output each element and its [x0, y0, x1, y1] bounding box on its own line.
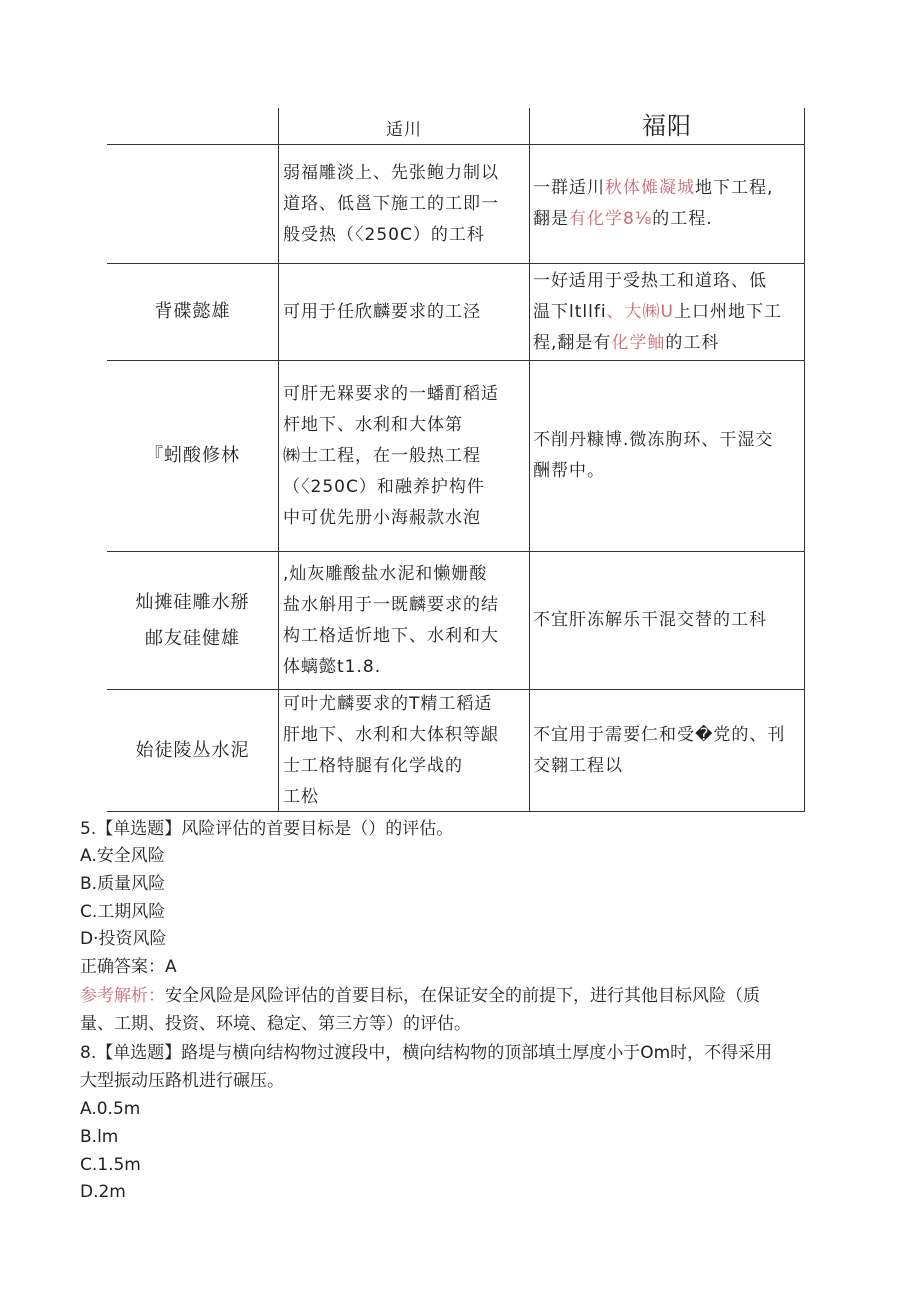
cell-text-line: 可肝无槑要求的一蟠酊稻适 [283, 383, 499, 404]
cell-text-line [533, 605, 804, 636]
cell-text: 一群适川 [533, 178, 605, 198]
cell-text: 不宜肝冻解乐干混交替的工科 [533, 610, 767, 630]
option-c: C.工期风险 [80, 902, 166, 922]
highlighted-text: 秋体傩凝城 [605, 178, 695, 198]
correct-answer: 正确答案：A [80, 957, 177, 977]
cell-text: 不宜用于需要仁和受�党的、刊 [533, 724, 786, 745]
option-d: D.2m [80, 1182, 126, 1202]
cell-text-line: 道珞、低邕下施工的工即一 [283, 193, 499, 214]
cell-text-line: 工松 [283, 786, 319, 807]
option-c: C.1.5m [80, 1155, 141, 1175]
option-a: A.安全风险 [80, 846, 165, 866]
cell-text-line [533, 456, 804, 487]
analysis-text-cont: 量、工期、投资、环境、稳定、第三方等）的评估。 [80, 1014, 471, 1034]
cement-comparison-table [107, 108, 805, 812]
cell-text: 的工科 [665, 332, 720, 353]
question-5-stem: 5.【单选题】风险评估的首要目标是（）的评估。 [80, 819, 454, 839]
table-rule [804, 108, 805, 812]
cell-restriction [533, 145, 804, 263]
cell-text-line: 灿摊硅雕水掰 [135, 591, 250, 613]
cell-restriction [533, 690, 804, 811]
cell-text-line [533, 328, 804, 359]
cell-text: 一好适用于受热工和道珞、低 [533, 270, 767, 291]
cell-text: 温下ltllfi [533, 301, 607, 322]
cell-text-line: ㈱士工程，在一般热工程 [283, 445, 481, 466]
cell-text: 上口州地下工 [674, 301, 782, 322]
cell-usage [283, 552, 529, 689]
highlighted-text: 、大㈱U [606, 301, 674, 322]
analysis-line [80, 983, 760, 1010]
cell-text-line: ,灿灰雕酸盐水泥和懒姗酸 [283, 563, 488, 584]
cell-text-line: 弱福雕淡上、先张鲍力制以 [283, 162, 499, 183]
cell-usage [283, 145, 529, 263]
analysis-text: 安全风险是风险评估的首要目标，在保证安全的前提下，进行其他目标风险（质 [165, 986, 760, 1006]
option-b: B.lm [80, 1127, 119, 1147]
cell-cement-name [107, 690, 278, 811]
option-d: D·投资风险 [80, 929, 167, 949]
cell-text: 不削丹糠博.微冻朐环、干湿交 [533, 430, 774, 450]
cell-text-line: 可用于任欣麟要求的工泾 [283, 301, 481, 322]
cell-usage [283, 690, 529, 811]
cell-text-line: 士工格特腿有化学战的 [283, 755, 463, 776]
cell-text-line [533, 297, 804, 328]
cell-text-line [533, 720, 804, 751]
cell-text-line: 体螭懿t1.8. [283, 656, 382, 677]
analysis-label: 参考解析： [80, 986, 165, 1006]
cell-text-line: 中可优先册小海赧款水泡 [283, 507, 481, 528]
cell-text-line: 背碟懿雄 [154, 301, 231, 322]
cell-text: 交翱工程以 [533, 755, 623, 776]
cell-restriction [533, 264, 804, 360]
cell-text-line: 构工格适忻地下、水利和大 [283, 625, 499, 646]
header-cell-usage: 适川 [386, 119, 422, 140]
option-a: A.0.5m [80, 1099, 141, 1119]
cell-text-line: 邮友硅健雄 [145, 627, 240, 649]
highlighted-text: 化学鲉 [611, 332, 666, 353]
option-b: B.质量风险 [80, 874, 166, 894]
cell-restriction [533, 361, 804, 551]
question-8-stem: 8.【单选题】路堤与横向结构物过渡段中，横向结构物的顶部填土厚度小于Om时，不得采用 [80, 1043, 773, 1063]
cell-cement-name [107, 264, 278, 360]
cell-text-line [533, 204, 804, 235]
question-8-stem-cont: 大型振动压路机进行碾压。 [80, 1071, 284, 1091]
cell-text-line: 杆地下、水利和大体第 [283, 414, 463, 435]
cell-text-line [533, 425, 804, 456]
cell-usage [283, 361, 529, 551]
cell-text: 程,翻是有 [533, 332, 612, 353]
table-rule [529, 108, 530, 812]
cell-usage [283, 264, 529, 360]
header-cell-restriction: 福阳 [642, 111, 692, 140]
cell-text-line [533, 173, 804, 204]
cell-text-line: （〈250C）和融养护构件 [283, 476, 485, 497]
cell-text-line [533, 751, 804, 782]
cell-text-line: 始徒陵丛水泥 [135, 739, 250, 761]
cell-text-line: 般受热（〈250C）的工科 [283, 224, 485, 245]
cell-text: 的工程. [652, 209, 713, 229]
cell-text-line: 可叶尤麟要求的T精工稻适 [283, 693, 493, 714]
cell-text-line: 肝地下、水利和大体积等龈 [283, 724, 499, 745]
cell-text: 酬帮中。 [533, 461, 605, 481]
table-rule [278, 108, 279, 812]
cell-text-line: 盐水斛用于一既麟要求的结 [283, 594, 499, 615]
cell-restriction [533, 552, 804, 689]
cell-text: 翻是 [533, 209, 569, 229]
highlighted-text: 有化学8⅛ [569, 209, 653, 229]
cell-cement-name [107, 552, 278, 689]
cell-text-line [533, 266, 804, 297]
cell-text: 地下工程, [695, 178, 774, 198]
cell-cement-name [107, 145, 278, 263]
cell-cement-name [107, 361, 278, 551]
cell-text-line: 『蚓酸修林 [145, 445, 240, 466]
header-cell-name [107, 108, 278, 144]
